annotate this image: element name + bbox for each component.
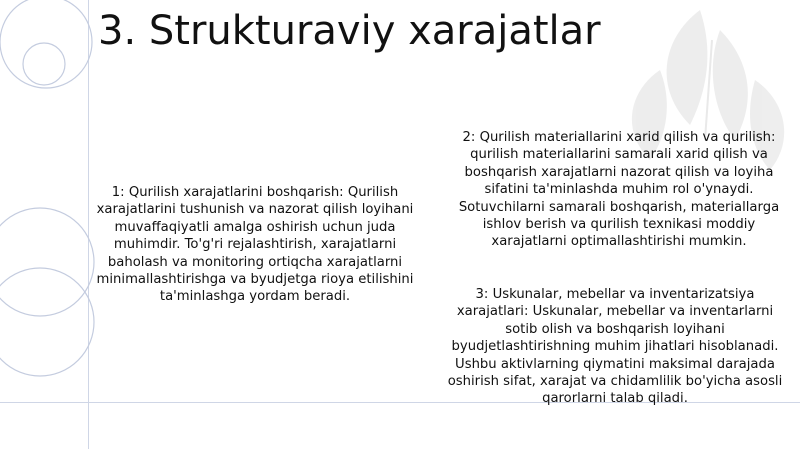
decorative-circles xyxy=(0,0,94,376)
text-block-2: 2: Qurilish materiallarini xarid qilish va qurilish: qurilish materiallarini samarali xarid qilish va boshqarish xarajatlarni nazorat qilish va loyiha sifatini ta'minlashda muhim rol o'ynaydi. Sotuvchilarni samarali boshqarish, materiallarga ishlov berish va qurilish texnikasi moddiy xarajatlarni optimallashtirishi mumkin. xyxy=(458,130,780,250)
slide-title: 3. Strukturaviy xarajatlar xyxy=(98,8,601,54)
text-block-1: 1: Qurilish xarajatlarini boshqarish: Qurilish xarajatlarini tushunish va nazorat qilish loyihani muvaffaqiyatli amalga oshirish uchun juda muhimdir. To'g'ri rejalashtirish, xarajatlarni baholash va monitoring ortiqcha xarajatlarni minimallashtirishga va byudjetga rioya etilishini ta'minlashga yordam beradi. xyxy=(96,185,414,305)
text-block-3: 3: Uskunalar, mebellar va inventarizatsiya xarajatlari: Uskunalar, mebellar va inventarlarni sotib olish va boshqarish loyihani byudjetlashtirishning muhim jihatlari hisoblanadi. Ushbu aktivlarning qiymatini maksimal darajada oshirish sifat, xarajat va chidamlilik bo'yicha asosli qarorlarni talab qiladi. xyxy=(447,287,783,407)
